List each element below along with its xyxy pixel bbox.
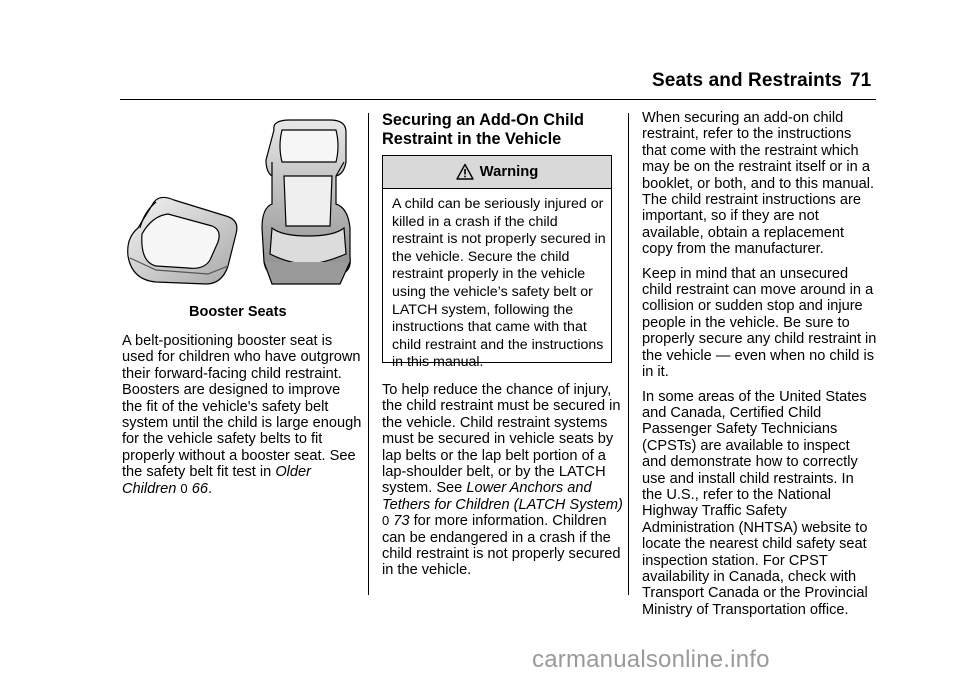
paragraph-end: .: [207, 480, 213, 497]
securing-paragraph: [382, 382, 624, 579]
booster-seats-illustration: [122, 116, 358, 302]
page-ref-number[interactable]: 73: [393, 513, 410, 530]
page-ref-number[interactable]: 66: [191, 480, 208, 497]
cpst-paragraph: In some areas of the United States and Canada, Certified Child Passenger Safety Technicians (CPSTs) are available to inspect and demonstrate how to correctly use and install child restraints. In the U.S., refer to the National Highway Traffic Safety Administration (NHTSA) website to locate the nearest child safety seat inspection station. For CPST availability in Canada, check with Transport Canada or the Provincial Ministry of Transportation office.: [642, 388, 868, 618]
paragraph-text: A belt-positioning booster seat is used for children who have outgrown their forward-facing child restraint. Boosters are designed to improve the fit of the vehicle's safety belt system until the child is large enough for the vehicle safety belts to fit properly without a booster seat. See the safety belt fit test in: [122, 333, 362, 481]
warning-text: A child can be seriously injured or killed in a crash if the child restraint is not properly secured in the vehicle. Secure the child restraint properly in the vehicle using the vehicle’s safety belt or LATCH system, following the instructions that came with that child restraint and the instructions in this manual.: [392, 196, 606, 371]
warning-box: [382, 155, 612, 371]
booster-paragraph: [122, 333, 364, 497]
page-number: 71: [850, 70, 872, 91]
warning-header: [383, 156, 611, 189]
page-ref-symbol: 0: [180, 480, 188, 496]
warning-label: Warning: [479, 164, 539, 180]
section-heading: Securing an Add-On Child Restraint in the Vehicle: [382, 111, 585, 148]
backless-booster-icon: [128, 197, 237, 284]
instructions-paragraph: When securing an add-on child restraint, refer to the instructions that come with the restraint which may be on the restraint itself or in a booklet, or both, and to this manual. The child restraint instructions are important, so if they are not available, obtain a replacement copy from the manufacturer.: [642, 110, 875, 258]
older-children-link[interactable]: Older Children: [122, 464, 312, 497]
column-1: [122, 333, 364, 505]
paragraph-end: for more information. Children can be endangered in a crash if the child restraint is not properly secured in the vehicle.: [382, 513, 621, 579]
high-back-booster-icon: [262, 120, 350, 284]
header-rule: [120, 99, 876, 100]
page-ref-symbol: 0: [382, 513, 390, 529]
watermark: carmanualsonline.info: [532, 646, 770, 673]
warning-icon: [456, 163, 474, 181]
column-divider: [628, 113, 629, 595]
unsecured-paragraph: Keep in mind that an unsecured child restraint can move around in a collision or sudden stop and injure people in the vehicle. Be sure to properly secure any child restraint in the vehicle — even when no child is in it.: [642, 265, 877, 381]
latch-system-link[interactable]: Lower Anchors and Tethers for Children (LATCH System): [382, 480, 623, 513]
column-divider: [368, 113, 369, 595]
column-2: [382, 382, 624, 587]
figure-caption: Booster Seats: [189, 304, 287, 320]
section-title: Seats and Restraints: [652, 70, 842, 91]
paragraph-text: To help reduce the chance of injury, the child restraint must be secured in the vehicle. Child restraint systems must be secured in vehicle seats by lap belts or the lap belt portion of a lap-shoulder belt, or by the LATCH system. See: [382, 382, 621, 497]
column-3: [642, 110, 878, 626]
